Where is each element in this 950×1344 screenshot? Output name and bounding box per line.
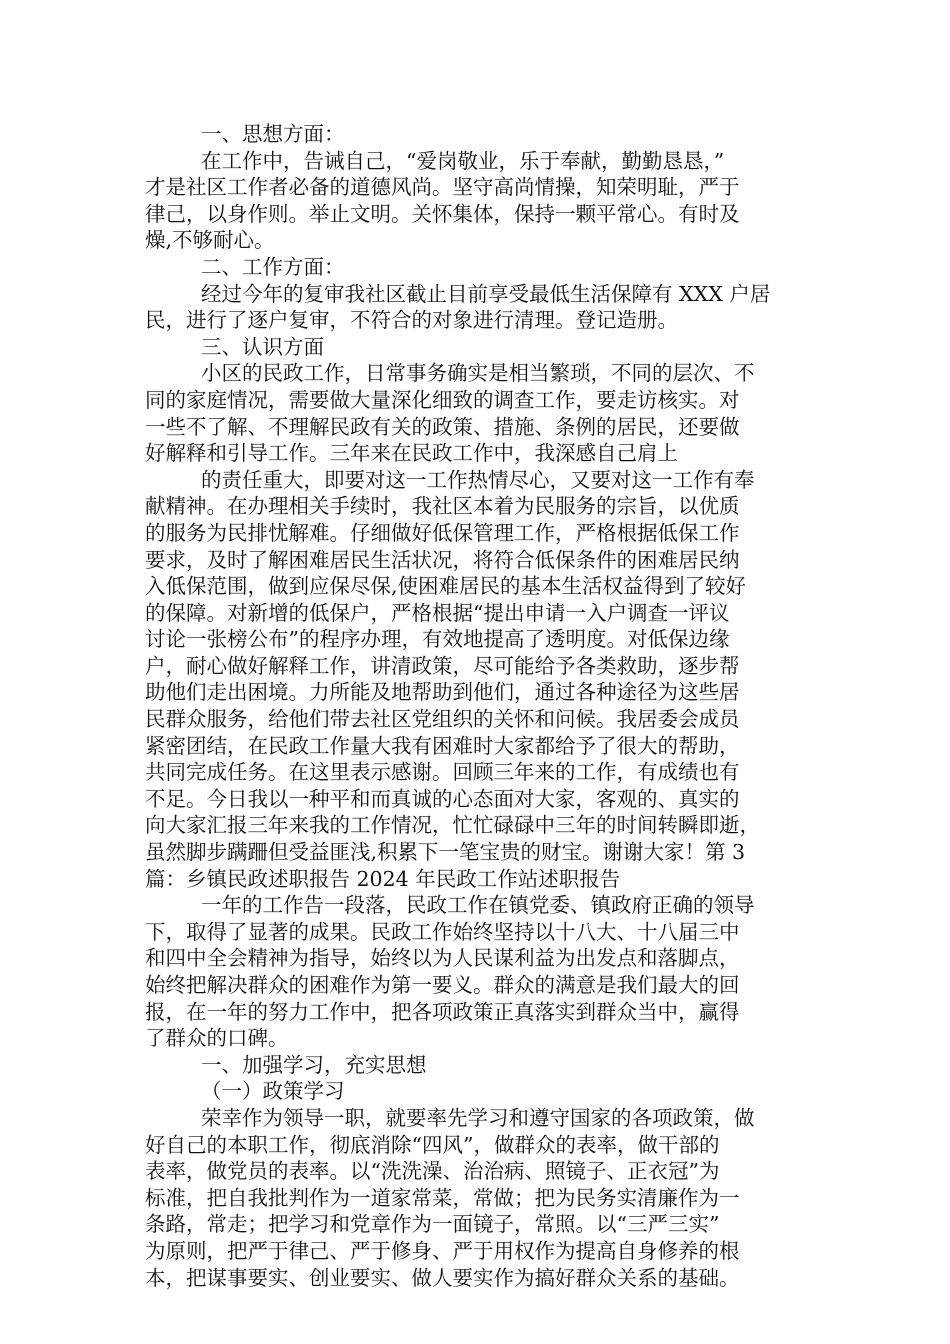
text-line: 下，取得了显著的成果。民政工作始终坚持以十八大、十八届三中 (145, 919, 740, 944)
text-line: 三、认识方面 (201, 334, 324, 359)
text-line: 在工作中，告诫自己，“爱岗敬业，乐于奉献，勤勤恳恳，” (201, 148, 725, 173)
text-line: （一）政策学习 (201, 1079, 345, 1104)
text-line: 本，把谋事要实、创业要实、做人要实作为搞好群众关系的基础。 (145, 1265, 740, 1290)
text-line: 助他们走出困境。力所能及地帮助到他们，通过各种途径为这些居 (145, 680, 740, 705)
text-line: 的责任重大，即要对这一工作热情尽心，又要对这一工作有奉 (201, 467, 755, 492)
text-line: 好自己的本职工作，彻底消除“四风”，做群众的表率，做干部的 (145, 1132, 720, 1157)
text-line: 的保障。对新增的低保户，严格根据“提出申请一入户调查一评议 (145, 600, 730, 625)
document-body (145, 121, 810, 1291)
text-line: 小区的民政工作，日常事务确实是相当繁琐，不同的层次、不 (201, 361, 755, 386)
text-line: 民，进行了逐户复审，不符合的对象进行清理。登记造册。 (145, 308, 678, 333)
text-line: 篇：乡镇民政述职报告 2024 年民政工作站述职报告 (145, 866, 621, 891)
text-line: 一些不了解、不理解民政有关的政策、措施、条例的居民，还要做 (145, 414, 740, 439)
text-line: 献精神。在办理相关手续时，我社区本着为民服务的宗旨，以优质 (145, 494, 740, 519)
text-line: 报，在一年的努力工作中，把各项政策正真落实到群众当中，赢得 (145, 999, 740, 1024)
text-line: 了群众的口碑。 (145, 1026, 289, 1051)
text-line: 条路，常走；把学习和党章作为一面镜子，常照。以“三严三实” (145, 1212, 720, 1237)
text-line: 一年的工作告一段落，民政工作在镇党委、镇政府正确的领导 (201, 893, 755, 918)
text-line: 好解释和引导工作。三年来在民政工作中，我深感自己肩上 (145, 441, 678, 466)
text-line: 始终把解决群众的困难作为第一要义。群众的满意是我们最大的回 (145, 973, 740, 997)
text-line: 同的家庭情况，需要做大量深化细致的调查工作，要走访核实。对 (145, 387, 740, 412)
text-line: 荣幸作为领导一职，就要率先学习和遵守国家的各项政策，做 (201, 1105, 755, 1130)
text-line: 燥,不够耐心。 (145, 228, 275, 253)
text-line: 户，耐心做好解释工作，讲清政策，尽可能给予各类救助，逐步帮 (145, 653, 740, 678)
text-line: 民群众服务，给他们带去社区党组织的关怀和问候。我居委会成员 (145, 707, 740, 732)
text-line: 讨论一张榜公布”的程序办理，有效地提高了透明度。对低保边缘 (145, 627, 730, 652)
text-line: 和四中全会精神为指导，始终以为人民谋利益为出发点和落脚点， (145, 946, 740, 971)
text-line: 的服务为民排忧解难。仔细做好低保管理工作，严格根据低保工作 (145, 520, 740, 545)
text-line: 紧密团结，在民政工作量大我有困难时大家都给予了很大的帮助， (145, 733, 740, 758)
text-line: 不足。今日我以一种平和而真诚的心态面对大家，客观的、真实的 (145, 786, 740, 811)
text-line: 才是社区工作者必备的道德风尚。坚守高尚情操，知荣明耻，严于 (145, 175, 740, 200)
text-line: 为原则，把严于律己、严于修身、严于用权作为提高自身修养的根 (145, 1238, 740, 1263)
text-line: 表率，做党员的表率。以“洗洗澡、治治病、照镜子、正衣冠”为 (145, 1159, 720, 1184)
text-line: 律己，以身作则。举止文明。关怀集体，保持一颗平常心。有时及 (145, 201, 740, 226)
text-line: 虽然脚步蹒跚但受益匪浅,积累下一笔宝贵的财宝。谢谢大家！第 3 (145, 840, 746, 865)
text-line: 二、工作方面： (201, 254, 345, 279)
text-line: 要求，及时了解困难居民生活状况，将符合低保条件的困难居民纳 (145, 547, 740, 572)
text-line: 向大家汇报三年来我的工作情况，忙忙碌碌中三年的时间转瞬即逝， (145, 813, 760, 838)
text-line: 一、加强学习，充实思想 (201, 1052, 427, 1077)
text-line: 经过今年的复审我社区截止目前享受最低生活保障有 XXX 户居 (201, 281, 771, 306)
text-line: 入低保范围，做到应保尽保,使困难居民的基本生活权益得到了较好 (145, 574, 747, 599)
text-line: 共同完成任务。在这里表示感谢。回顾三年来的工作，有成绩也有 (145, 760, 740, 785)
text-line: 标准，把自我批判作为一道家常菜，常做；把为民务实清廉作为一 (145, 1185, 740, 1210)
text-line: 一、思想方面： (201, 122, 345, 146)
